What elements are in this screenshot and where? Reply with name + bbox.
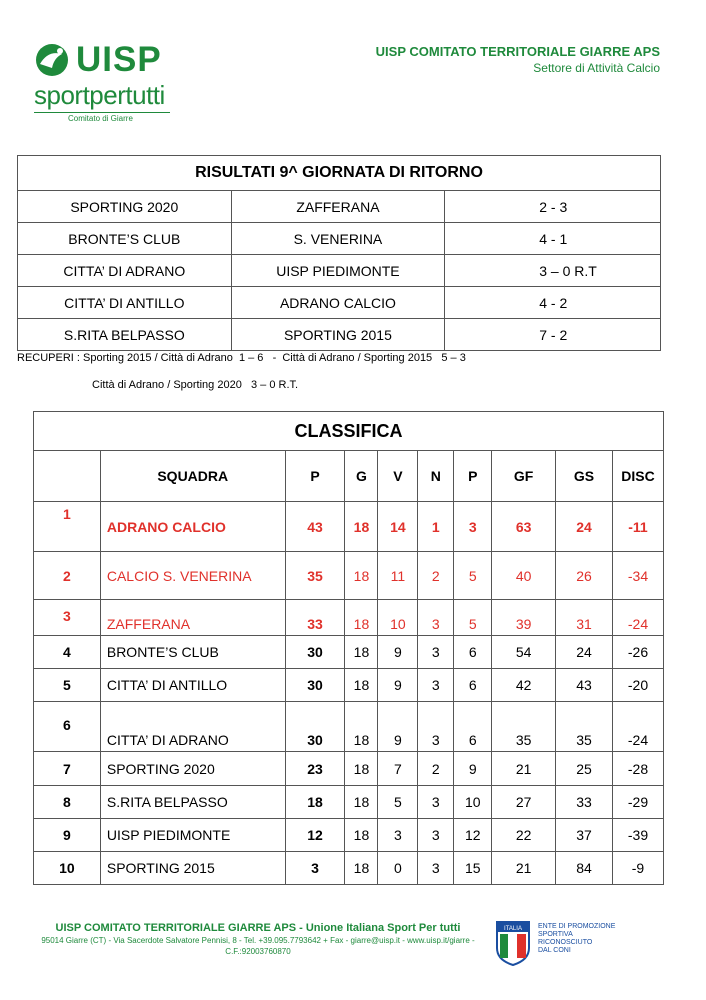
standings-discipline: -39 [612, 819, 663, 852]
coni-line: SPORTIVA [538, 931, 573, 938]
standings-played: 18 [345, 752, 378, 786]
standings-draws: 3 [418, 600, 454, 636]
standings-position: 9 [34, 819, 101, 852]
standings-losses: 15 [454, 852, 492, 885]
standings-row [34, 786, 664, 819]
standings-team: CALCIO S. VENERINA [100, 552, 285, 600]
standings-draws: 3 [418, 786, 454, 819]
standings-discipline: -11 [612, 502, 663, 552]
match-row [18, 255, 661, 287]
standings-draws: 2 [418, 752, 454, 786]
standings-team: CITTA’ DI ANTILLO [100, 669, 285, 702]
standings-goals-for: 21 [492, 752, 556, 786]
standings-position: 10 [34, 852, 101, 885]
standings-losses: 3 [454, 502, 492, 552]
standings-discipline: -24 [612, 600, 663, 636]
standings-position: 5 [34, 669, 101, 702]
standings-row [34, 669, 664, 702]
standings-position: 8 [34, 786, 101, 819]
standings-team: S.RITA BELPASSO [100, 786, 285, 819]
match-away-team: UISP PIEDIMONTE [231, 255, 445, 287]
standings-row [34, 819, 664, 852]
standings-position: 3 [34, 600, 101, 636]
standings-position: 7 [34, 752, 101, 786]
standings-played: 18 [345, 819, 378, 852]
standings-goals-for: 35 [492, 702, 556, 752]
italia-shield-icon [495, 920, 531, 966]
standings-goals-against: 84 [556, 852, 613, 885]
standings-team: UISP PIEDIMONTE [100, 819, 285, 852]
footer-address: 95014 Giarre (CT) - Via Sacerdote Salvatore Pennisi, 8 - Tel. +39.095.7793642 + Fax - giarre@uisp.it - www.uisp.it/giarre - [41, 936, 475, 945]
match-away-team: ZAFFERANA [231, 191, 445, 223]
header-org-name: UISP COMITATO TERRITORIALE GIARRE APS [375, 44, 660, 59]
standings-row [34, 502, 664, 552]
standings-goals-for: 22 [492, 819, 556, 852]
standings-losses: 9 [454, 752, 492, 786]
header-org [376, 44, 660, 76]
standings-losses: 5 [454, 600, 492, 636]
standings-played: 18 [345, 600, 378, 636]
standings-draws: 3 [418, 819, 454, 852]
standings-wins: 10 [378, 600, 418, 636]
standings-goals-against: 43 [556, 669, 613, 702]
standings-goals-against: 25 [556, 752, 613, 786]
standings-goals-for: 27 [492, 786, 556, 819]
standings-losses: 10 [454, 786, 492, 819]
standings-points: 12 [285, 819, 345, 852]
standings-goals-for: 39 [492, 600, 556, 636]
standings-header-cell: GF [492, 451, 556, 502]
standings-team: CITTA’ DI ADRANO [100, 702, 285, 752]
match-row [18, 223, 661, 255]
standings-position: 6 [34, 702, 101, 752]
standings-team: ADRANO CALCIO [100, 502, 285, 552]
standings-points: 23 [285, 752, 345, 786]
standings-header-cell: SQUADRA [100, 451, 285, 502]
standings-goals-against: 24 [556, 636, 613, 669]
coni-line: RICONOSCIUTO [538, 939, 593, 946]
standings-draws: 3 [418, 702, 454, 752]
standings-played: 18 [345, 636, 378, 669]
standings-goals-for: 40 [492, 552, 556, 600]
standings-goals-against: 37 [556, 819, 613, 852]
standings-goals-against: 24 [556, 502, 613, 552]
standings-goals-against: 26 [556, 552, 613, 600]
standings-goals-against: 35 [556, 702, 613, 752]
standings-goals-for: 63 [492, 502, 556, 552]
match-row [18, 319, 661, 351]
match-home-team: CITTA’ DI ANTILLO [18, 287, 232, 319]
match-score: 4 - 2 [445, 287, 661, 319]
match-score: 7 - 2 [445, 319, 661, 351]
standings-row [34, 600, 664, 636]
italia-label: ITALIA [504, 926, 522, 932]
standings-row [34, 636, 664, 669]
standings-played: 18 [345, 852, 378, 885]
match-home-team: SPORTING 2020 [18, 191, 232, 223]
standings-header-cell: V [378, 451, 418, 502]
standings-team: ZAFFERANA [100, 600, 285, 636]
match-home-team: BRONTE’S CLUB [18, 223, 232, 255]
standings-losses: 12 [454, 819, 492, 852]
standings-header-cell: G [345, 451, 378, 502]
standings-played: 18 [345, 552, 378, 600]
standings-wins: 14 [378, 502, 418, 552]
coni-line: DAL CONI [538, 947, 571, 954]
standings-losses: 5 [454, 552, 492, 600]
standings-wins: 9 [378, 636, 418, 669]
standings-points: 35 [285, 552, 345, 600]
logo-brand: UISP [76, 40, 162, 79]
uisp-runner-icon [32, 42, 72, 78]
standings-played: 18 [345, 669, 378, 702]
standings-row [34, 752, 664, 786]
standings-wins: 0 [378, 852, 418, 885]
logo-sub: Comitato di Giarre [68, 114, 133, 123]
standings-table [33, 411, 664, 885]
recuperi-line-2: Città di Adrano / Sporting 2020 3 – 0 R.T. [92, 379, 299, 391]
standings-wins: 11 [378, 552, 418, 600]
header-sector: Settore di Attività Calcio [533, 61, 660, 75]
standings-goals-against: 31 [556, 600, 613, 636]
standings-discipline: -26 [612, 636, 663, 669]
standings-points: 3 [285, 852, 345, 885]
standings-goals-for: 21 [492, 852, 556, 885]
match-home-team: CITTA’ DI ADRANO [18, 255, 232, 287]
standings-points: 18 [285, 786, 345, 819]
standings-wins: 5 [378, 786, 418, 819]
standings-discipline: -28 [612, 752, 663, 786]
coni-recognition [538, 923, 615, 955]
standings-draws: 3 [418, 669, 454, 702]
standings-draws: 2 [418, 552, 454, 600]
standings-position: 4 [34, 636, 101, 669]
standings-team: SPORTING 2020 [100, 752, 285, 786]
standings-wins: 9 [378, 669, 418, 702]
footer-fiscal-code: C.F.:92003760870 [225, 947, 291, 956]
standings-wins: 7 [378, 752, 418, 786]
standings-header-cell: DISC [612, 451, 663, 502]
match-away-team: S. VENERINA [231, 223, 445, 255]
recuperi-line-1: RECUPERI : Sporting 2015 / Città di Adrano 1 – 6 - Città di Adrano / Sporting 2015 5 – 3 [17, 352, 466, 364]
standings-header-cell [34, 451, 101, 502]
standings-header-row [34, 451, 664, 502]
standings-discipline: -34 [612, 552, 663, 600]
standings-points: 30 [285, 669, 345, 702]
standings-discipline: -9 [612, 852, 663, 885]
standings-header-cell: N [418, 451, 454, 502]
logo-tagline: sportpertutti [34, 80, 165, 110]
match-score: 3 – 0 R.T [445, 255, 661, 287]
standings-draws: 1 [418, 502, 454, 552]
standings-played: 18 [345, 786, 378, 819]
standings-wins: 9 [378, 702, 418, 752]
standings-header-cell: P [454, 451, 492, 502]
standings-draws: 3 [418, 852, 454, 885]
standings-header-cell: P [285, 451, 345, 502]
standings-position: 2 [34, 552, 101, 600]
results-table [17, 155, 661, 351]
match-row [18, 191, 661, 223]
standings-row [34, 552, 664, 600]
match-away-team: SPORTING 2015 [231, 319, 445, 351]
standings-losses: 6 [454, 636, 492, 669]
match-row [18, 287, 661, 319]
standings-team: SPORTING 2015 [100, 852, 285, 885]
results-title: RISULTATI 9^ GIORNATA DI RITORNO [18, 156, 661, 191]
standings-played: 18 [345, 702, 378, 752]
standings-title: CLASSIFICA [34, 412, 664, 451]
standings-goals-against: 33 [556, 786, 613, 819]
standings-points: 33 [285, 600, 345, 636]
standings-goals-for: 42 [492, 669, 556, 702]
footer-org: UISP COMITATO TERRITORIALE GIARRE APS - Unione Italiana Sport Per tutti [55, 922, 461, 934]
standings-points: 43 [285, 502, 345, 552]
standings-discipline: -24 [612, 702, 663, 752]
standings-losses: 6 [454, 702, 492, 752]
standings-discipline: -29 [612, 786, 663, 819]
logo-divider [34, 112, 170, 113]
standings-played: 18 [345, 502, 378, 552]
standings-losses: 6 [454, 669, 492, 702]
match-away-team: ADRANO CALCIO [231, 287, 445, 319]
standings-points: 30 [285, 636, 345, 669]
standings-row [34, 852, 664, 885]
uisp-logo [32, 40, 182, 125]
coni-line: ENTE DI PROMOZIONE [538, 923, 616, 930]
standings-goals-for: 54 [492, 636, 556, 669]
standings-discipline: -20 [612, 669, 663, 702]
match-score: 4 - 1 [445, 223, 661, 255]
standings-row [34, 702, 664, 752]
standings-points: 30 [285, 702, 345, 752]
match-home-team: S.RITA BELPASSO [18, 319, 232, 351]
match-score: 2 - 3 [445, 191, 661, 223]
standings-header-cell: GS [556, 451, 613, 502]
standings-draws: 3 [418, 636, 454, 669]
footer [28, 921, 488, 957]
standings-position: 1 [34, 502, 101, 552]
standings-wins: 3 [378, 819, 418, 852]
standings-team: BRONTE’S CLUB [100, 636, 285, 669]
